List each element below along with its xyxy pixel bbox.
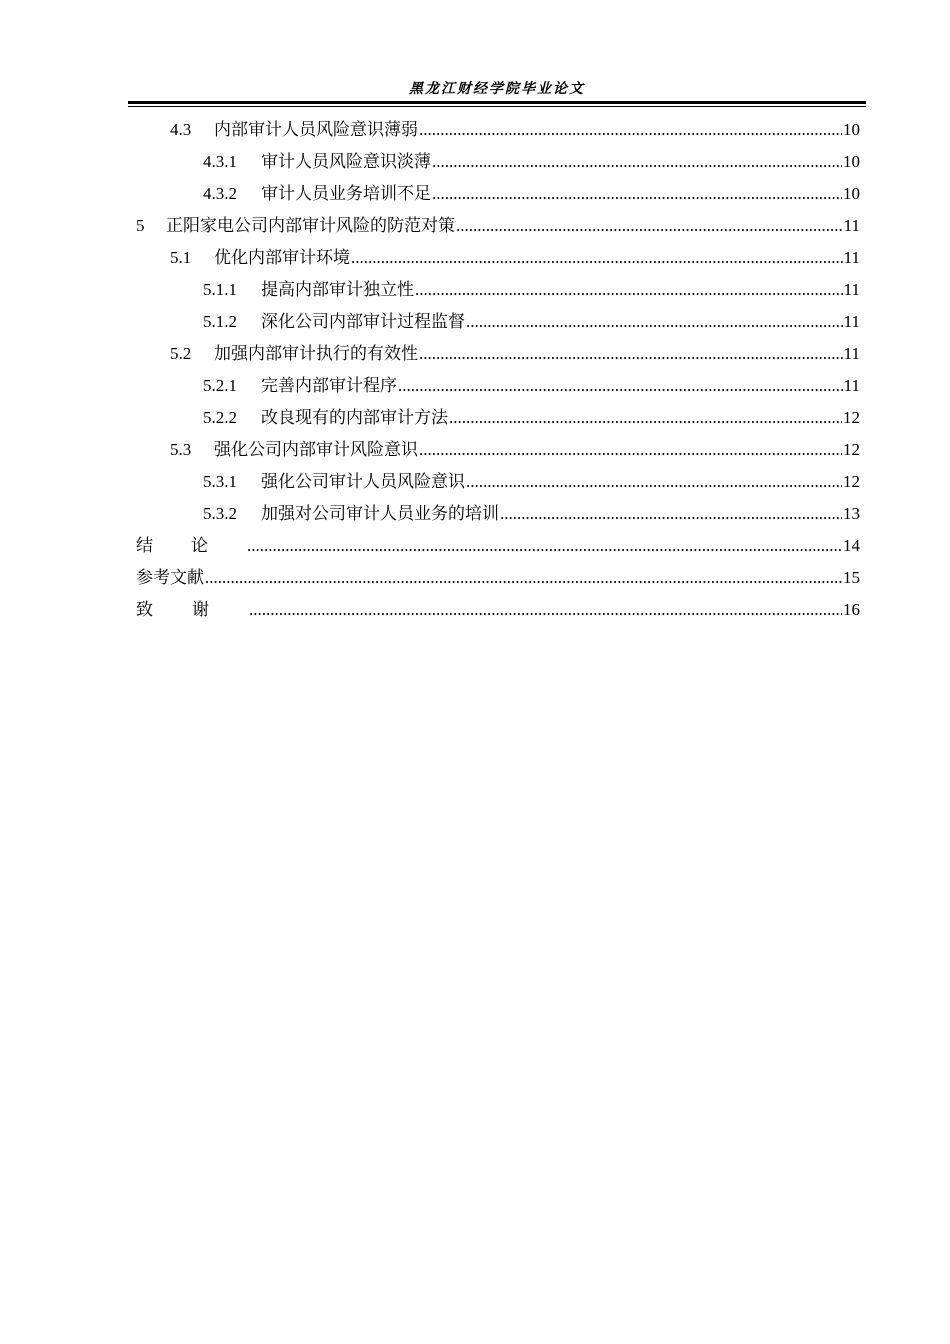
toc-entry-page: 12 — [843, 440, 860, 459]
toc-entry-5-3-1[interactable] — [136, 466, 860, 498]
toc-dot-leader — [419, 434, 842, 466]
toc-dot-leader — [419, 114, 842, 146]
toc-entry-references[interactable] — [136, 562, 860, 594]
toc-entry-page: 16 — [843, 600, 860, 619]
toc-entry-page: 11 — [843, 312, 860, 331]
toc-dot-leader — [415, 274, 843, 306]
toc-entry-5-1-1[interactable] — [136, 274, 860, 306]
toc-entry-4-3-2[interactable] — [136, 178, 860, 210]
toc-entry-conclusion[interactable] — [136, 530, 860, 562]
toc-dot-leader — [398, 370, 843, 402]
toc-dot-leader — [419, 338, 843, 370]
toc-entry-page: 12 — [843, 472, 860, 491]
page-header: 黑龙江财经学院毕业论文 — [409, 81, 585, 97]
toc-entry-acknowledgements[interactable] — [136, 594, 860, 626]
toc-entry-number: 5.2.1 — [203, 376, 237, 395]
toc-entry-5-2-2[interactable] — [136, 402, 860, 434]
toc-entry-page: 11 — [843, 248, 860, 267]
toc-entry-5-2[interactable] — [136, 338, 860, 370]
toc-dot-leader — [449, 402, 842, 434]
toc-entry-5-1-2[interactable] — [136, 306, 860, 338]
toc-entry-page: 10 — [843, 152, 860, 171]
toc-entry-title: 审计人员业务培训不足 — [261, 184, 431, 203]
toc-entry-number: 5.2 — [170, 344, 192, 363]
toc-entry-number: 4.3.1 — [203, 152, 237, 171]
toc-dot-leader — [432, 178, 842, 210]
header-rule-thick — [128, 101, 866, 104]
toc-entry-title: 加强对公司审计人员业务的培训 — [261, 504, 499, 523]
toc-entry-number: 5.1 — [170, 248, 192, 267]
toc-entry-page: 11 — [843, 216, 860, 235]
toc-entry-title: 参考文献 — [136, 568, 204, 587]
header-rule-thin — [128, 106, 866, 107]
toc-entry-page: 10 — [843, 120, 860, 139]
toc-entry-5-3-2[interactable] — [136, 498, 860, 530]
toc-dot-leader — [466, 466, 842, 498]
toc-dot-leader — [205, 562, 842, 594]
toc-entry-number: 5.3.2 — [203, 504, 237, 523]
toc-entry-5[interactable] — [136, 210, 860, 242]
toc-entry-title: 强化公司内部审计风险意识 — [214, 440, 418, 459]
toc-dot-leader — [456, 210, 843, 242]
toc-entry-title: 改良现有的内部审计方法 — [261, 408, 448, 427]
toc-entry-title: 正阳家电公司内部审计风险的防范对策 — [166, 216, 455, 235]
toc-dot-leader — [351, 242, 843, 274]
toc-entry-number: 5.1.2 — [203, 312, 237, 331]
toc-dot-leader — [466, 306, 843, 338]
toc-entry-number: 4.3 — [170, 120, 192, 139]
toc-entry-title: 强化公司审计人员风险意识 — [261, 472, 465, 491]
table-of-contents — [136, 114, 860, 626]
toc-entry-number: 5 — [136, 216, 145, 235]
toc-entry-5-3[interactable] — [136, 434, 860, 466]
toc-entry-title: 致谢 — [136, 600, 248, 619]
toc-entry-4-3-1[interactable] — [136, 146, 860, 178]
toc-entry-page: 15 — [843, 568, 860, 587]
toc-entry-number: 5.3 — [170, 440, 192, 459]
toc-entry-title: 优化内部审计环境 — [214, 248, 350, 267]
toc-entry-title: 提高内部审计独立性 — [261, 280, 414, 299]
toc-entry-title: 深化公司内部审计过程监督 — [261, 312, 465, 331]
toc-entry-5-2-1[interactable] — [136, 370, 860, 402]
toc-entry-number: 5.3.1 — [203, 472, 237, 491]
toc-dot-leader — [432, 146, 842, 178]
toc-entry-page: 12 — [843, 408, 860, 427]
toc-entry-page: 14 — [843, 536, 860, 555]
toc-dot-leader — [249, 594, 842, 626]
toc-entry-page: 10 — [843, 184, 860, 203]
toc-entry-number: 5.2.2 — [203, 408, 237, 427]
toc-entry-number: 5.1.1 — [203, 280, 237, 299]
toc-dot-leader — [247, 530, 842, 562]
toc-entry-page: 11 — [843, 280, 860, 299]
toc-entry-5-1[interactable] — [136, 242, 860, 274]
toc-dot-leader — [500, 498, 842, 530]
toc-entry-page: 13 — [843, 504, 860, 523]
toc-entry-number: 4.3.2 — [203, 184, 237, 203]
toc-entry-title: 完善内部审计程序 — [261, 376, 397, 395]
toc-entry-title: 结论 — [136, 536, 246, 555]
toc-entry-page: 11 — [843, 344, 860, 363]
toc-entry-page: 11 — [843, 376, 860, 395]
toc-entry-title: 审计人员风险意识淡薄 — [261, 152, 431, 171]
toc-entry-title: 内部审计人员风险意识薄弱 — [214, 120, 418, 139]
toc-entry-4-3[interactable] — [136, 114, 860, 146]
toc-entry-title: 加强内部审计执行的有效性 — [214, 344, 418, 363]
